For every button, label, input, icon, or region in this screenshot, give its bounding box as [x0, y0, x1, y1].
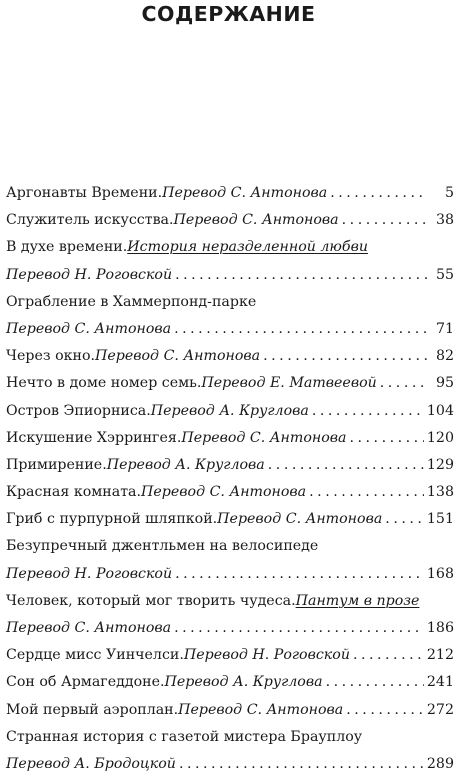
- toc-entry-line[interactable]: [6, 697, 454, 724]
- toc-page-number: 82: [435, 348, 454, 365]
- toc-page-number: 95: [435, 375, 454, 392]
- dot-leader: [330, 180, 427, 207]
- toc-page-number: 241: [426, 674, 454, 691]
- page-title: СОДЕРЖАНИЕ: [141, 2, 316, 26]
- dot-leader: [385, 506, 424, 533]
- toc-story-title: Гриб с пурпурной шляпкой.: [6, 511, 218, 528]
- toc-translator: Перевод А. Бродоцкой: [6, 755, 176, 772]
- toc-translator: Перевод Н. Роговской: [6, 565, 173, 582]
- toc-story-title: Нечто в доме номер семь.: [6, 375, 202, 392]
- toc-translator: Перевод С. Антонова: [178, 701, 344, 718]
- dot-leader: [353, 642, 424, 669]
- toc-page-number: 138: [426, 484, 454, 501]
- toc-translator: Перевод Н. Роговской: [183, 647, 350, 664]
- toc-translator: Перевод Е. Матвеевой: [201, 375, 377, 392]
- toc-entry-line[interactable]: [6, 370, 454, 397]
- dot-leader: [342, 207, 427, 234]
- toc-page-number: 151: [426, 511, 454, 528]
- toc-story-title: Человек, который мог творить чудеса.: [6, 592, 296, 609]
- toc-translator: Перевод С. Антонова: [141, 484, 307, 501]
- dot-leader: [326, 669, 424, 696]
- toc-translator: Перевод А. Круглова: [106, 456, 265, 473]
- toc-story-title: Аргонавты Времени.: [6, 185, 163, 201]
- dot-leader: [263, 343, 427, 370]
- dot-leader: [268, 452, 424, 479]
- toc-entry-line[interactable]: [6, 561, 454, 588]
- toc-entry-line[interactable]: [6, 316, 454, 343]
- toc-story-title: Ограбление в Хаммерпонд-парке: [6, 293, 257, 310]
- toc-page-number: 168: [426, 565, 454, 582]
- toc-story-title: В духе времени.: [6, 239, 128, 256]
- toc-page-number: 212: [426, 647, 454, 664]
- toc-story-title: Примирение.: [6, 456, 107, 473]
- toc-translator: Перевод С. Антонова: [173, 212, 339, 229]
- toc-story-subtitle: История неразделенной любви: [127, 239, 368, 256]
- toc-translator: Перевод Н. Роговской: [6, 266, 173, 283]
- toc-entry-line[interactable]: [6, 398, 454, 425]
- toc-entry-line[interactable]: [6, 588, 454, 615]
- toc-story-subtitle: Пантум в прозе: [295, 592, 420, 609]
- dot-leader: [175, 262, 427, 289]
- toc-page-number: 55: [435, 266, 454, 283]
- toc-story-title: Мой первый аэроплан.: [6, 701, 179, 718]
- toc-page-number: 104: [426, 402, 454, 419]
- dot-leader: [174, 615, 424, 642]
- dot-leader: [380, 370, 427, 397]
- toc-entry-line[interactable]: [6, 533, 454, 560]
- toc-entry-line[interactable]: [6, 642, 454, 669]
- toc-story-title: Через окно.: [6, 348, 96, 365]
- toc-story-title: Красная комната.: [6, 484, 142, 501]
- toc-story-title: Служитель искусства.: [6, 212, 174, 229]
- toc-entry-line[interactable]: [6, 343, 454, 370]
- toc-page-number: 120: [426, 429, 454, 446]
- toc-entry-line[interactable]: [6, 289, 454, 316]
- toc-entry-line[interactable]: [6, 234, 454, 261]
- dot-leader: [312, 398, 424, 425]
- toc-page-number: 186: [426, 620, 454, 636]
- toc-entry-line[interactable]: [6, 479, 454, 506]
- toc-story-title: Странная история с газетой мистера Брауплоу: [6, 728, 363, 745]
- toc-entry-line[interactable]: [6, 751, 454, 778]
- toc-translator: Перевод С. Антонова: [181, 429, 347, 446]
- toc-entry-line[interactable]: [6, 425, 454, 452]
- toc-entry-line[interactable]: [6, 615, 454, 642]
- toc-page-number: 272: [426, 701, 454, 718]
- dot-leader: [346, 697, 424, 724]
- toc-story-title: Сон об Армагеддоне.: [6, 674, 165, 691]
- toc-translator: Перевод А. Круглова: [164, 674, 323, 691]
- toc-story-title: Сердце мисс Уинчелси.: [6, 647, 184, 664]
- toc-page-number: 71: [435, 320, 454, 337]
- toc-story-title: Безупречный джентльмен на велосипеде: [6, 538, 319, 555]
- dot-leader: [179, 751, 424, 778]
- toc-entry-line[interactable]: [6, 180, 454, 207]
- toc-translator: Перевод С. Антонова: [162, 185, 328, 201]
- toc-page-number: 38: [435, 212, 454, 229]
- toc-page-number: 289: [426, 755, 454, 772]
- toc-translator: Перевод С. Антонова: [217, 511, 383, 528]
- dot-leader: [309, 479, 424, 506]
- toc-translator: Перевод С. Антонова: [95, 348, 261, 365]
- toc-page-number: 5: [444, 185, 454, 201]
- toc-entry-line[interactable]: [6, 669, 454, 696]
- toc-entry-line[interactable]: [6, 207, 454, 234]
- dot-leader: [174, 316, 427, 343]
- table-of-contents: [6, 180, 454, 778]
- toc-entry-line[interactable]: [6, 506, 454, 533]
- toc-entry-line[interactable]: [6, 724, 454, 751]
- toc-story-title: Искушение Хэррингея.: [6, 429, 182, 446]
- toc-translator: Перевод С. Антонова: [6, 320, 172, 337]
- toc-entry-line[interactable]: [6, 262, 454, 289]
- toc-translator: Перевод А. Круглова: [150, 402, 309, 419]
- toc-page-number: 129: [426, 456, 454, 473]
- toc-entry-line[interactable]: [6, 452, 454, 479]
- toc-translator: Перевод С. Антонова: [6, 620, 172, 636]
- dot-leader: [349, 425, 423, 452]
- dot-leader: [175, 561, 424, 588]
- toc-story-title: Остров Эпиорниса.: [6, 402, 151, 419]
